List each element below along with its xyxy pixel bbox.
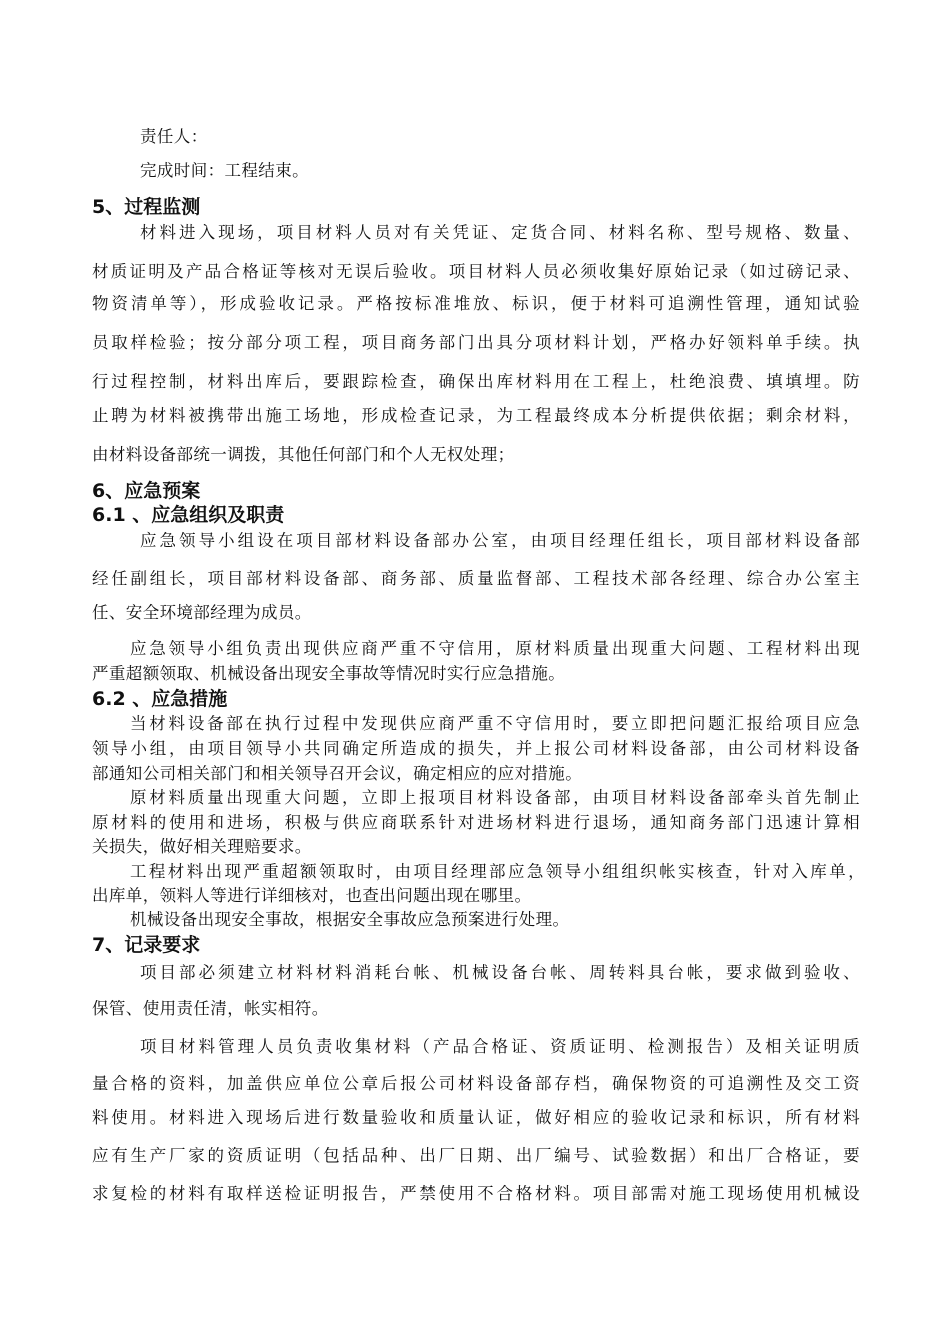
section-6-2-paragraph-line: 出库单，领料人等进行详细核对，也查出问题出现在哪里。	[92, 886, 532, 905]
section-6-1-paragraph-line: 经任副组长，项目部材料设备部、商务部、质量监督部、工程技术部各经理、综合办公室主	[92, 569, 860, 588]
section-6-heading: 6、应急预案	[92, 480, 201, 502]
section-7-paragraph-line: 保管、使用责任清，帐实相符。	[92, 999, 329, 1018]
section-7-paragraph-line: 料使用。材料进入现场后进行数量验收和质量认证，做好相应的验收记录和标识，所有材料	[92, 1108, 860, 1127]
section-7-paragraph-line: 求复检的材料有取样送检证明报告，严禁使用不合格材料。项目部需对施工现场使用机械设	[92, 1184, 860, 1203]
section-6-2-paragraph-line: 原材料的使用和进场，积极与供应商联系针对进场材料进行退场，通知商务部门迅速计算相	[92, 813, 860, 832]
section-6-2-paragraph-line: 原材料质量出现重大问题，立即上报项目材料设备部，由项目材料设备部牵头首先制止	[130, 788, 860, 807]
section-7-paragraph-line: 应有生产厂家的资质证明（包括品种、出厂日期、出厂编号、试验数据）和出厂合格证，要	[92, 1146, 860, 1165]
section-5-paragraph-line: 材料进入现场，项目材料人员对有关凭证、定货合同、材料名称、型号规格、数量、	[140, 223, 860, 242]
section-7-paragraph-line: 项目材料管理人员负责收集材料（产品合格证、资质证明、检测报告）及相关证明质	[140, 1037, 860, 1056]
section-6-1-heading: 6.1 、应急组织及职责	[92, 504, 285, 526]
section-5-heading: 5、过程监测	[92, 196, 201, 218]
section-6-1-paragraph-line: 应急领导小组设在项目部材料设备部办公室，由项目经理任组长，项目部材料设备部	[140, 531, 860, 550]
completion-time-line: 完成时间：工程结束。	[140, 161, 309, 180]
section-5-paragraph-line: 行过程控制，材料出库后，要跟踪检查，确保出库材料用在工程上，杜绝浪费、填填埋。防	[92, 372, 860, 391]
section-7-paragraph-line: 项目部必须建立材料材料消耗台帐、机械设备台帐、周转料具台帐，要求做到验收、	[140, 963, 860, 982]
section-5-paragraph-line: 由材料设备部统一调拨，其他任何部门和个人无权处理；	[92, 445, 515, 464]
section-6-2-paragraph-line: 关损失，做好相关理赔要求。	[92, 837, 312, 856]
section-5-paragraph-line: 物资清单等），形成验收记录。严格按标准堆放、标识，便于材料可追溯性管理，通知试验	[92, 294, 860, 313]
section-6-2-paragraph-line: 当材料设备部在执行过程中发现供应商严重不守信用时，要立即把问题汇报给项目应急	[130, 714, 860, 733]
section-5-paragraph-line: 材质证明及产品合格证等核对无误后验收。项目材料人员必须收集好原始记录（如过磅记录、	[92, 262, 860, 281]
section-6-2-paragraph-line: 工程材料出现严重超额领取时，由项目经理部应急领导小组组织帐实核查，针对入库单，	[130, 862, 865, 881]
section-6-2-paragraph-line: 机械设备出现安全事故，根据安全事故应急预案进行处理。	[130, 910, 570, 929]
section-5-paragraph-line: 止聘为材料被携带出施工场地，形成检查记录，为工程最终成本分析提供依据；剩余材料，	[92, 406, 860, 425]
section-7-heading: 7、记录要求	[92, 934, 201, 956]
section-6-2-paragraph-line: 部通知公司相关部门和相关领导召开会议，确定相应的应对措施。	[92, 764, 583, 783]
section-6-1-paragraph-line: 严重超额领取、机械设备出现安全事故等情况时实行应急措施。	[92, 664, 566, 683]
section-6-1-paragraph-line: 任、安全环境部经理为成员。	[92, 603, 312, 622]
section-6-2-paragraph-line: 领导小组，由项目领导小共同确定所造成的损失，并上报公司材料设备部，由公司材料设备	[92, 739, 860, 758]
section-7-paragraph-line: 量合格的资料，加盖供应单位公章后报公司材料设备部存档，确保物资的可追溯性及交工资	[92, 1074, 860, 1093]
section-5-paragraph-line: 员取样检验；按分部分项工程，项目商务部门出具分项材料计划，严格办好领料单手续。执	[92, 333, 860, 352]
section-6-2-heading: 6.2 、应急措施	[92, 688, 228, 710]
section-6-1-paragraph-line: 应急领导小组负责出现供应商严重不守信用，原材料质量出现重大问题、工程材料出现	[130, 639, 860, 658]
responsible-person-line: 责任人：	[140, 127, 208, 146]
